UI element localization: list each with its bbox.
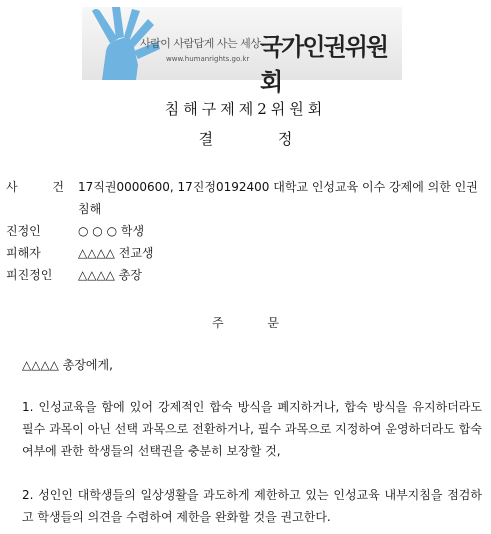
order-item-1: 1. 인성교육을 함에 있어 강제적인 합숙 방식을 폐지하거나, 합숙 방식을 유지하더라도 필수 과목이 아닌 선택 과목으로 전환하거나, 필수 과목으로 지정하여 운영하더라도 합숙 여부에 관한 학생들의 선택권을 충분히 보장할 것,: [22, 400, 482, 458]
info-label: 피해자: [6, 246, 41, 260]
document-title: 결 정: [198, 130, 293, 148]
info-value: ○ ○ ○ 학생: [78, 224, 145, 238]
organization-name: 국가인권위원회: [260, 33, 388, 96]
committee-title: 침해구제제2위원회: [164, 100, 327, 118]
info-label: 진정인: [6, 224, 41, 238]
addressee: △△△△ 총장에게,: [22, 358, 113, 372]
info-label: 피진정인: [6, 268, 53, 282]
website-url: www.humanrights.go.kr: [166, 55, 250, 63]
order-heading: 주 문: [212, 316, 279, 330]
info-value: △△△△ 총장: [78, 268, 142, 282]
info-value: 17직권0000600, 17진정0192400 대학교 인성교육 이수 강제에 의한 인권침해: [78, 180, 478, 216]
info-label: 사 건: [6, 180, 64, 194]
slogan-text: 사람이 사람답게 사는 세상: [140, 37, 261, 50]
info-value: △△△△ 전교생: [78, 246, 154, 260]
header-banner: [82, 7, 402, 96]
order-item-2: 2. 성인인 대학생들의 일상생활을 과도하게 제한하고 있는 인성교육 내부지침을 점검하고 학생들의 의견을 수렴하여 제한을 완화할 것을 권고한다.: [22, 488, 482, 524]
